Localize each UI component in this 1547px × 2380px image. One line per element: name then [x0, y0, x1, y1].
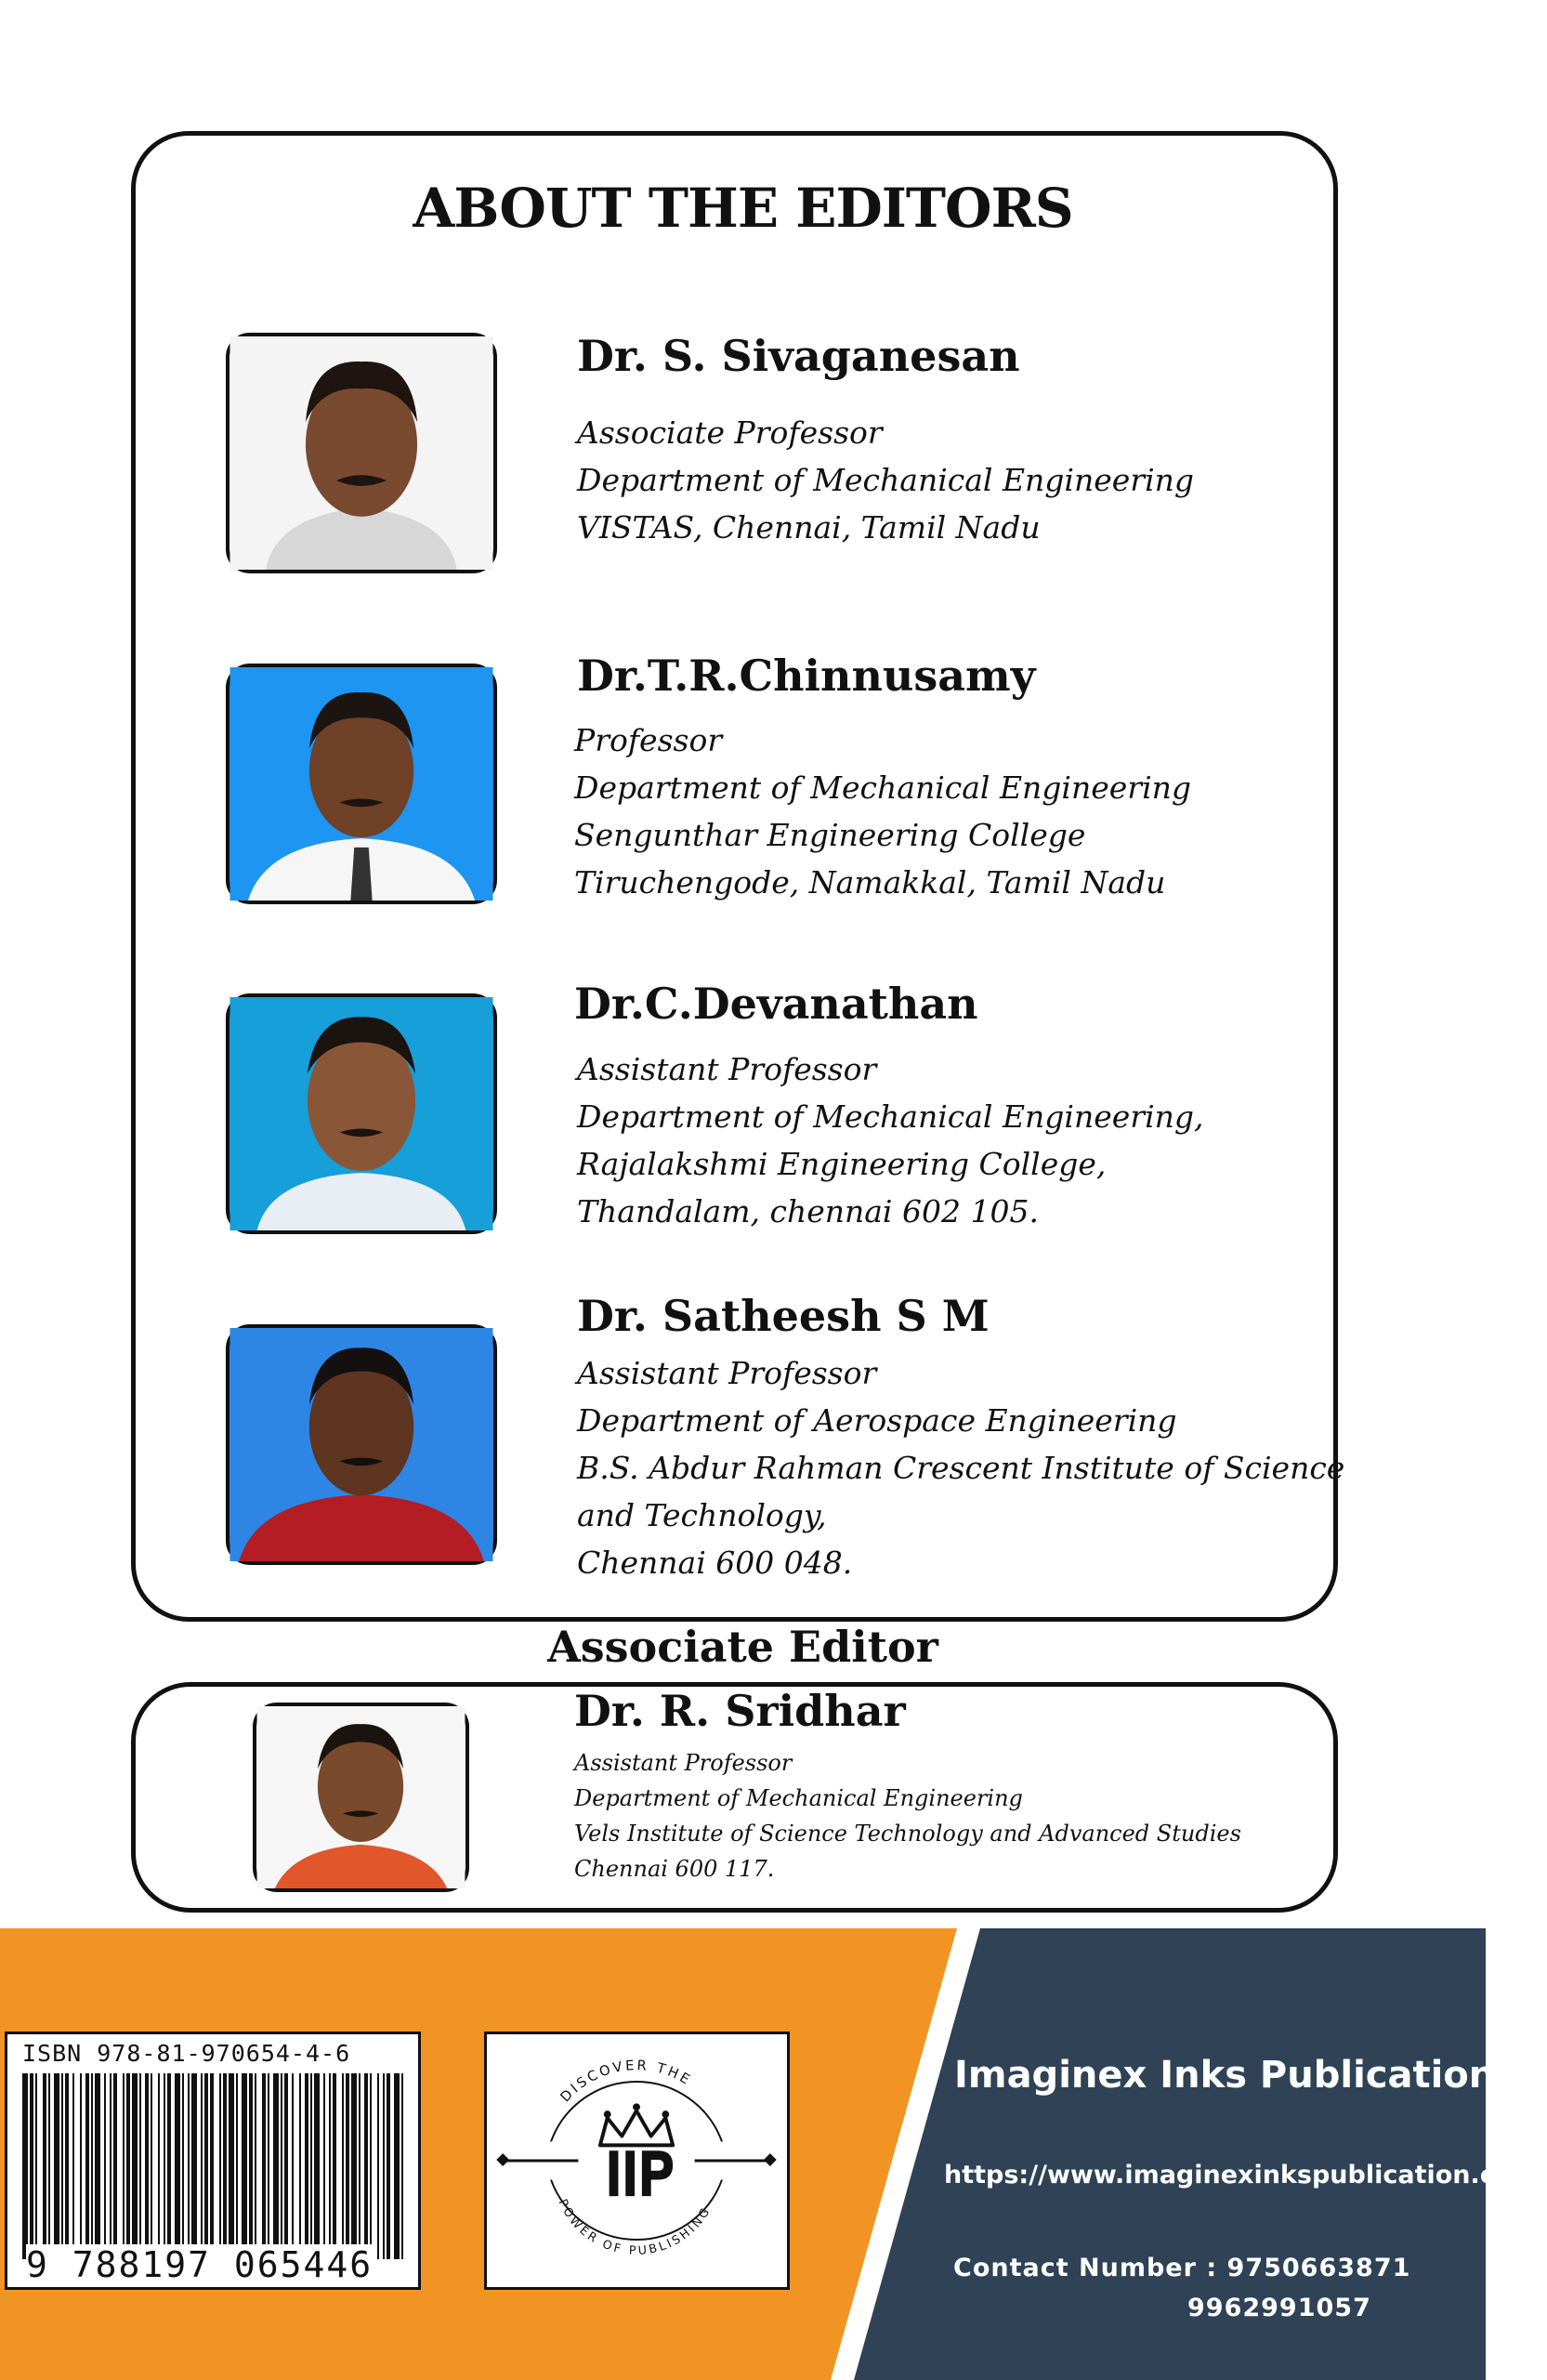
editor-3-line: Rajalakshmi Engineering College,	[577, 1146, 1107, 1182]
editor-3-line: Thandalam, chennai 602 105.	[577, 1193, 1039, 1229]
barcode-bar	[123, 2073, 125, 2259]
isbn-barcode	[5, 2032, 421, 2290]
barcode-icon	[22, 2073, 407, 2259]
associate-editor-details	[574, 1745, 1241, 1887]
barcode-bar	[370, 2073, 372, 2259]
barcode-bar	[43, 2073, 46, 2259]
associate-editor-line: Vels Institute of Science Technology and Advanced Studies	[574, 1821, 1241, 1847]
svg-text:POWER OF PUBLISHING: POWER OF PUBLISHING	[556, 2196, 714, 2257]
barcode-bar	[104, 2073, 106, 2259]
barcode-bar	[167, 2073, 171, 2259]
barcode-bar	[22, 2073, 28, 2259]
editor-details-3	[577, 1045, 1204, 1235]
svg-text:DISCOVER THE: DISCOVER THE	[557, 2058, 695, 2106]
person-photo-icon	[229, 1328, 493, 1561]
publisher-name: Imaginex Inks Publication	[954, 2054, 1496, 2097]
barcode-bar	[54, 2073, 59, 2259]
crown-logo-icon	[487, 2034, 787, 2287]
contact-number: Contact Number : 9750663871	[953, 2254, 1411, 2282]
barcode-bar	[273, 2073, 279, 2259]
barcode-bar	[91, 2073, 93, 2259]
barcode-bar	[364, 2073, 368, 2259]
barcode-bar	[48, 2073, 50, 2259]
barcode-bar	[191, 2073, 197, 2259]
editor-name-1: Dr. S. Sivaganesan	[577, 331, 1020, 381]
associate-editor-photo	[253, 1703, 469, 1892]
barcode-bar	[126, 2073, 130, 2259]
barcode-bar	[268, 2073, 269, 2259]
barcode-bar	[292, 2073, 294, 2259]
barcode-bar	[229, 2073, 234, 2259]
person-photo-icon	[229, 667, 493, 901]
barcode-bar	[61, 2073, 63, 2259]
barcode-bar	[314, 2073, 320, 2259]
barcode-bar	[323, 2073, 325, 2259]
editor-photo-4	[226, 1324, 497, 1565]
barcode-bar	[110, 2073, 111, 2259]
barcode-bar	[201, 2073, 203, 2259]
barcode-bar	[383, 2073, 385, 2259]
publisher-logo	[484, 2032, 790, 2290]
isbn-label: ISBN 978-81-970654-4-6	[22, 2040, 351, 2067]
barcode-bar	[175, 2073, 180, 2259]
editor-1-line: Associate Professor	[577, 414, 883, 451]
barcode-bar	[394, 2073, 400, 2259]
barcode-bar	[236, 2073, 238, 2259]
barcode-bar	[333, 2073, 336, 2259]
barcode-bar	[262, 2073, 266, 2259]
associate-editor-name: Dr. R. Sridhar	[574, 1686, 906, 1736]
editor-4-line: Department of Aerospace Engineering	[577, 1402, 1177, 1439]
barcode-bar	[223, 2073, 227, 2259]
barcode-bar	[346, 2073, 349, 2259]
barcode-bar	[164, 2073, 165, 2259]
barcode-bar	[188, 2073, 190, 2259]
associate-editor-line: Department of Mechanical Engineering	[574, 1785, 1023, 1811]
person-photo-icon	[229, 997, 493, 1230]
barcode-bar	[65, 2073, 69, 2259]
barcode-bar	[255, 2073, 256, 2259]
editor-3-line: Department of Mechanical Engineering,	[577, 1098, 1204, 1135]
editor-1-line: Department of Mechanical Engineering	[577, 462, 1194, 498]
editor-details-2	[574, 717, 1191, 906]
editor-4-line: and Technology,	[577, 1497, 827, 1533]
associate-editor-heading: Associate Editor	[547, 1622, 938, 1672]
barcode-digits: 9 788197 065446	[26, 2244, 374, 2285]
editor-name-4: Dr. Satheesh S M	[577, 1291, 990, 1341]
barcode-bar	[310, 2073, 312, 2259]
barcode-bar	[242, 2073, 247, 2259]
barcode-bar	[351, 2073, 357, 2259]
person-photo-icon	[229, 336, 493, 570]
barcode-bar	[80, 2073, 82, 2259]
barcode-bar	[299, 2073, 301, 2259]
barcode-bar	[139, 2073, 141, 2259]
editor-photo-3	[226, 993, 497, 1234]
barcode-bar	[210, 2073, 214, 2259]
barcode-bar	[329, 2073, 331, 2259]
barcode-bar	[281, 2073, 282, 2259]
barcode-bar	[151, 2073, 152, 2259]
barcode-bar	[30, 2073, 33, 2259]
page-title: ABOUT THE EDITORS	[413, 177, 1073, 240]
editor-2-line: Tiruchengode, Namakkal, Tamil Nadu	[574, 864, 1166, 901]
associate-editor-line: Assistant Professor	[574, 1750, 793, 1776]
barcode-bar	[95, 2073, 100, 2259]
barcode-bar	[72, 2073, 74, 2259]
barcode-bar	[182, 2073, 184, 2259]
barcode-bar	[85, 2073, 89, 2259]
barcode-bar	[158, 2073, 160, 2259]
barcode-bar	[249, 2073, 253, 2259]
barcode-bar	[35, 2073, 37, 2259]
barcode-bar	[401, 2073, 403, 2259]
editor-4-line: Assistant Professor	[577, 1355, 877, 1391]
editor-4-line: B.S. Abdur Rahman Crescent Institute of Science	[577, 1450, 1345, 1486]
associate-editor-line: Chennai 600 117.	[574, 1856, 775, 1882]
editor-name-2: Dr.T.R.Chinnusamy	[577, 651, 1036, 701]
editor-photo-2	[226, 664, 497, 904]
editor-photo-1	[226, 333, 497, 573]
barcode-bar	[359, 2073, 361, 2259]
contact-number-second: 9962991057	[1187, 2294, 1371, 2322]
barcode-bar	[219, 2073, 221, 2259]
publisher-website-link[interactable]: https://www.imaginexinkspublication.com/	[944, 2161, 1547, 2189]
editor-2-line: Department of Mechanical Engineering	[574, 769, 1191, 806]
barcode-bar	[284, 2073, 288, 2259]
editor-4-line: Chennai 600 048.	[577, 1545, 853, 1581]
editor-name-3: Dr.C.Devanathan	[574, 979, 978, 1029]
barcode-bar	[113, 2073, 117, 2259]
barcode-bar	[204, 2073, 208, 2259]
barcode-bar	[132, 2073, 138, 2259]
barcode-bar	[305, 2073, 308, 2259]
person-photo-icon	[256, 1706, 465, 1888]
editor-1-line: VISTAS, Chennai, Tamil Nadu	[577, 509, 1041, 546]
editor-details-4	[577, 1349, 1344, 1586]
editor-2-line: Professor	[574, 722, 723, 758]
barcode-bar	[145, 2073, 149, 2259]
editor-details-1	[577, 409, 1194, 551]
editor-2-line: Sengunthar Engineering College	[574, 817, 1086, 853]
barcode-bar	[342, 2073, 344, 2259]
editor-3-line: Assistant Professor	[577, 1051, 877, 1087]
barcode-bar	[377, 2073, 379, 2259]
barcode-bar	[387, 2073, 390, 2259]
